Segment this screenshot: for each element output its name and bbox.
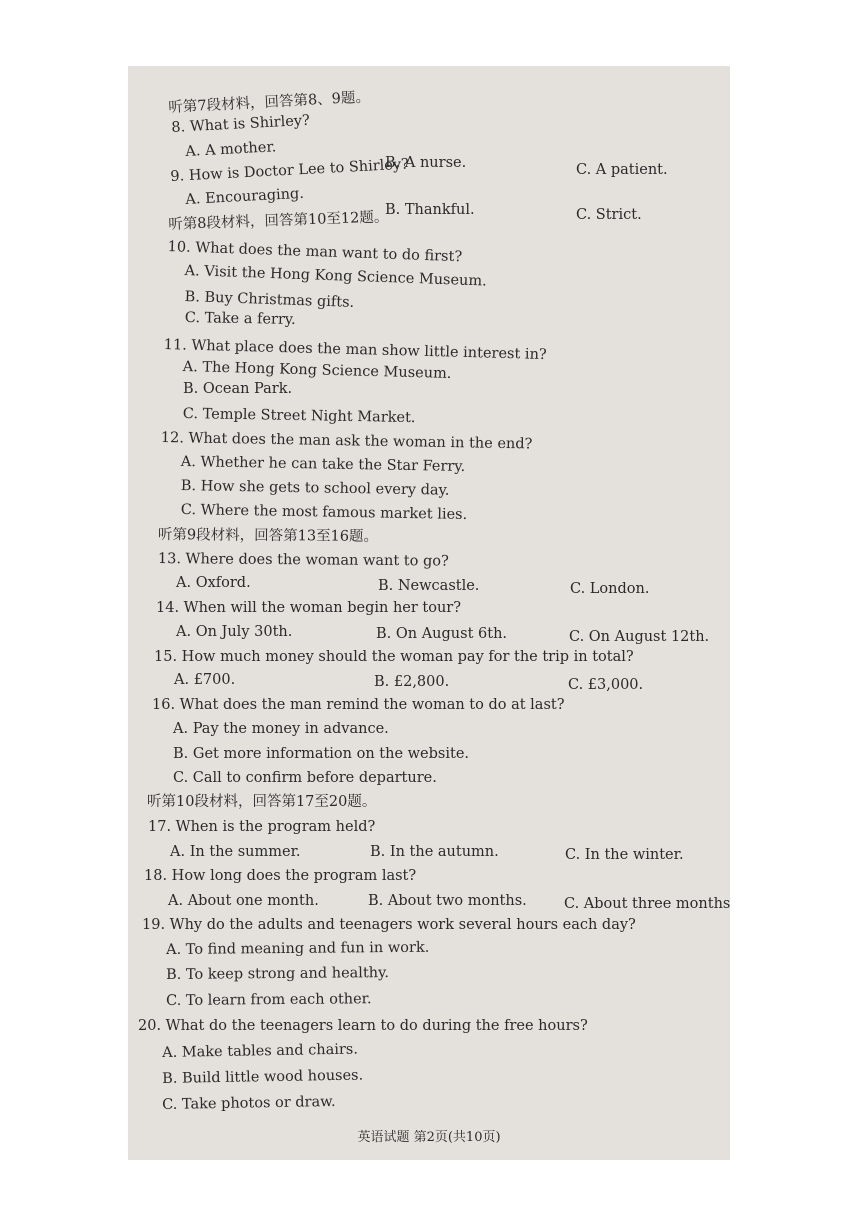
option-12a: A. Whether he can take the Star Ferry.	[180, 453, 466, 475]
option-11a: A. The Hong Kong Science Museum.	[182, 358, 452, 383]
question-20: 20. What do the teenagers learn to do during the free hours?	[138, 1018, 588, 1034]
question-10: 10. What does the man want to do first?	[167, 238, 463, 266]
option-11c: C. Temple Street Night Market.	[182, 405, 416, 427]
option-16a: A. Pay the money in advance.	[173, 721, 389, 737]
option-18c: C. About three months	[564, 896, 730, 912]
question-11: 11. What place does the man show little interest in?	[163, 336, 547, 364]
question-9: 9. How is Doctor Lee to Shirley?	[170, 156, 410, 185]
option-9c: C. Strict.	[576, 207, 642, 223]
question-14: 14. When will the woman begin her tour?	[156, 600, 462, 616]
page-footer: 英语试题 第2页(共10页)	[357, 1130, 501, 1145]
option-8c: C. A patient.	[576, 162, 668, 178]
section-header: 听第8段材料，回答第10至12题。	[168, 209, 389, 233]
option-20c: C. Take photos or draw.	[162, 1093, 336, 1113]
option-17a: A. In the summer.	[170, 844, 301, 860]
option-10a: A. Visit the Hong Kong Science Museum.	[184, 262, 488, 290]
section-header: 听第10段材料，回答第17至20题。	[147, 794, 377, 810]
question-17: 17. When is the program held?	[148, 819, 376, 835]
option-14c: C. On August 12th.	[569, 629, 710, 645]
option-19a: A. To find meaning and fun in work.	[166, 939, 430, 958]
option-15c: C. £3,000.	[568, 677, 644, 693]
option-19c: C. To learn from each other.	[166, 991, 372, 1009]
question-8: 8. What is Shirley?	[171, 112, 311, 136]
question-18: 18. How long does the program last?	[144, 868, 417, 884]
option-16c: C. Call to confirm before departure.	[173, 770, 437, 786]
option-18a: A. About one month.	[168, 893, 319, 909]
option-19b: B. To keep strong and healthy.	[166, 965, 390, 983]
question-16: 16. What does the man remind the woman to do at last?	[152, 697, 565, 713]
option-13a: A. Oxford.	[176, 575, 251, 591]
option-17b: B. In the autumn.	[370, 844, 499, 860]
option-16b: B. Get more information on the website.	[173, 746, 470, 762]
option-8a: A. A mother.	[185, 139, 277, 160]
option-20b: B. Build little wood houses.	[162, 1067, 364, 1087]
section-header: 听第9段材料，回答第13至16题。	[157, 527, 379, 545]
question-15: 15. How much money should the woman pay for the trip in total?	[154, 649, 634, 665]
option-15a: A. £700.	[174, 672, 236, 688]
option-12c: C. Where the most famous market lies.	[180, 501, 468, 523]
option-14a: A. On July 30th.	[176, 624, 293, 640]
option-8b: B. A nurse.	[385, 155, 467, 171]
option-14b: B. On August 6th.	[376, 626, 508, 642]
option-13c: C. London.	[570, 581, 650, 597]
option-10c: C. Take a ferry.	[184, 309, 296, 328]
option-18b: B. About two months.	[368, 893, 527, 909]
exam-page	[128, 66, 730, 1160]
section-header: 听第7段材料，回答第8、9题。	[168, 89, 371, 116]
option-10b: B. Buy Christmas gifts.	[184, 288, 355, 311]
question-12: 12. What does the man ask the woman in the end?	[160, 429, 533, 453]
option-12b: B. How she gets to school every day.	[180, 477, 450, 499]
option-17c: C. In the winter.	[565, 847, 684, 863]
option-20a: A. Make tables and chairs.	[162, 1041, 359, 1061]
option-15b: B. £2,800.	[374, 674, 450, 690]
option-9b: B. Thankful.	[385, 202, 475, 218]
question-13: 13. Where does the woman want to go?	[157, 551, 449, 570]
option-13b: B. Newcastle.	[378, 578, 480, 594]
option-11b: B. Ocean Park.	[183, 381, 293, 397]
question-19: 19. Why do the adults and teenagers work several hours each day?	[142, 917, 636, 933]
option-9a: A. Encouraging.	[185, 185, 305, 208]
